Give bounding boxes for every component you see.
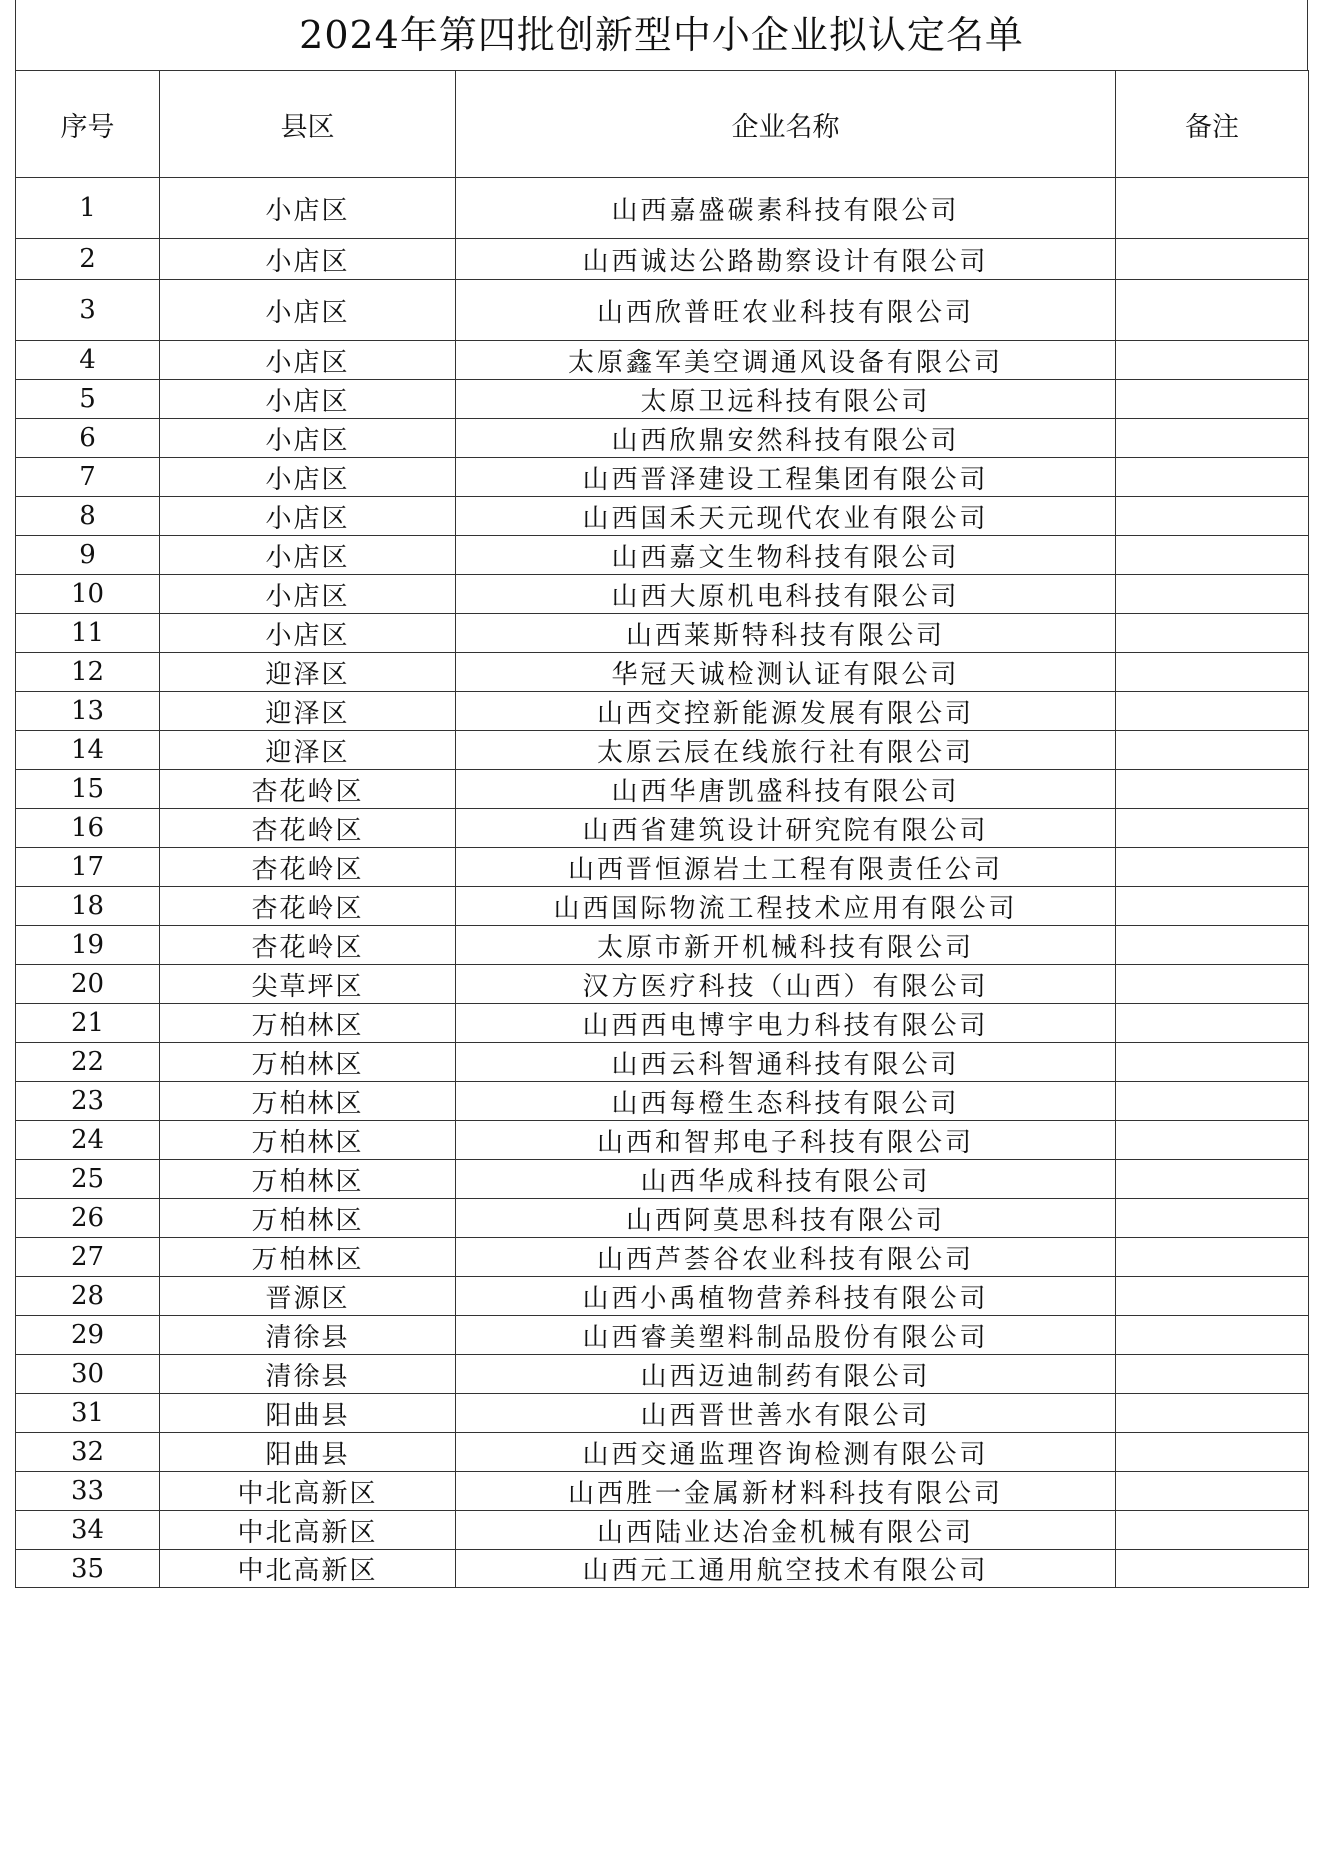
table-row [16,614,1309,653]
cell-county: 杏花岭区 [160,770,456,809]
cell-county: 杏花岭区 [160,809,456,848]
cell-county: 小店区 [160,458,456,497]
cell-remark [1116,458,1309,497]
cell-company: 山西省建筑设计研究院有限公司 [456,809,1116,848]
cell-no: 19 [16,926,160,965]
header-company: 企业名称 [456,71,1116,178]
cell-remark [1116,178,1309,239]
cell-remark [1116,1511,1309,1550]
cell-company: 华冠天诚检测认证有限公司 [456,653,1116,692]
table-row [16,380,1309,419]
table-row [16,458,1309,497]
cell-county: 万柏林区 [160,1082,456,1121]
cell-company: 山西每橙生态科技有限公司 [456,1082,1116,1121]
cell-no: 26 [16,1199,160,1238]
cell-no: 9 [16,536,160,575]
cell-company: 山西小禹植物营养科技有限公司 [456,1277,1116,1316]
cell-company: 山西嘉盛碳素科技有限公司 [456,178,1116,239]
cell-no: 24 [16,1121,160,1160]
cell-remark [1116,419,1309,458]
cell-company: 山西大原机电科技有限公司 [456,575,1116,614]
table-row [16,280,1309,341]
table-row [16,1160,1309,1199]
cell-county: 小店区 [160,575,456,614]
cell-remark [1116,965,1309,1004]
table-row [16,653,1309,692]
cell-no: 34 [16,1511,160,1550]
cell-company: 山西元工通用航空技术有限公司 [456,1550,1116,1588]
table-row [16,1121,1309,1160]
cell-county: 万柏林区 [160,1199,456,1238]
cell-remark [1116,1550,1309,1588]
table-row [16,926,1309,965]
cell-no: 10 [16,575,160,614]
cell-no: 12 [16,653,160,692]
cell-no: 5 [16,380,160,419]
cell-no: 13 [16,692,160,731]
cell-company: 山西莱斯特科技有限公司 [456,614,1116,653]
cell-no: 18 [16,887,160,926]
cell-county: 清徐县 [160,1316,456,1355]
table-body [16,178,1309,1588]
cell-remark [1116,1355,1309,1394]
table-row [16,692,1309,731]
cell-remark [1116,1199,1309,1238]
table-row [16,536,1309,575]
cell-remark [1116,497,1309,536]
cell-county: 中北高新区 [160,1550,456,1588]
cell-no: 32 [16,1433,160,1472]
cell-county: 小店区 [160,614,456,653]
cell-county: 万柏林区 [160,1121,456,1160]
cell-company: 山西睿美塑料制品股份有限公司 [456,1316,1116,1355]
cell-no: 6 [16,419,160,458]
cell-no: 17 [16,848,160,887]
table-row [16,1511,1309,1550]
cell-company: 山西陆业达冶金机械有限公司 [456,1511,1116,1550]
cell-no: 4 [16,341,160,380]
cell-county: 小店区 [160,497,456,536]
cell-no: 29 [16,1316,160,1355]
cell-no: 30 [16,1355,160,1394]
cell-county: 小店区 [160,419,456,458]
cell-remark [1116,1238,1309,1277]
cell-county: 晋源区 [160,1277,456,1316]
table-row [16,848,1309,887]
cell-company: 汉方医疗科技（山西）有限公司 [456,965,1116,1004]
cell-no: 27 [16,1238,160,1277]
table-row [16,1043,1309,1082]
cell-remark [1116,280,1309,341]
cell-county: 小店区 [160,178,456,239]
cell-no: 31 [16,1394,160,1433]
cell-remark [1116,1316,1309,1355]
table-row [16,1277,1309,1316]
cell-remark [1116,770,1309,809]
cell-no: 3 [16,280,160,341]
title-box [15,0,1308,70]
cell-remark [1116,653,1309,692]
table-row [16,497,1309,536]
cell-remark [1116,614,1309,653]
cell-company: 山西阿莫思科技有限公司 [456,1199,1116,1238]
cell-remark [1116,926,1309,965]
cell-no: 1 [16,178,160,239]
cell-county: 迎泽区 [160,692,456,731]
cell-county: 中北高新区 [160,1472,456,1511]
table-row [16,1433,1309,1472]
cell-company: 山西晋世善水有限公司 [456,1394,1116,1433]
table-row [16,178,1309,239]
cell-company: 山西欣鼎安然科技有限公司 [456,419,1116,458]
cell-county: 尖草坪区 [160,965,456,1004]
header-county: 县区 [160,71,456,178]
cell-company: 山西国际物流工程技术应用有限公司 [456,887,1116,926]
cell-remark [1116,1121,1309,1160]
cell-company: 山西交控新能源发展有限公司 [456,692,1116,731]
cell-no: 25 [16,1160,160,1199]
cell-remark [1116,341,1309,380]
cell-company: 山西晋恒源岩土工程有限责任公司 [456,848,1116,887]
cell-remark [1116,239,1309,280]
cell-remark [1116,848,1309,887]
table-row [16,770,1309,809]
table-row [16,1316,1309,1355]
table-row [16,341,1309,380]
cell-county: 清徐县 [160,1355,456,1394]
cell-company: 山西欣普旺农业科技有限公司 [456,280,1116,341]
cell-county: 迎泽区 [160,731,456,770]
cell-company: 太原市新开机械科技有限公司 [456,926,1116,965]
page-title: 2024年第四批创新型中小企业拟认定名单 [299,13,1024,57]
cell-no: 22 [16,1043,160,1082]
cell-county: 阳曲县 [160,1433,456,1472]
cell-no: 15 [16,770,160,809]
table-row [16,1199,1309,1238]
cell-company: 山西华成科技有限公司 [456,1160,1116,1199]
table-row [16,1004,1309,1043]
cell-company: 太原卫远科技有限公司 [456,380,1116,419]
cell-no: 20 [16,965,160,1004]
enterprise-table [15,70,1309,1588]
cell-county: 万柏林区 [160,1238,456,1277]
header-remark: 备注 [1116,71,1309,178]
cell-remark [1116,731,1309,770]
cell-company: 山西迈迪制药有限公司 [456,1355,1116,1394]
cell-company: 山西交通监理咨询检测有限公司 [456,1433,1116,1472]
cell-remark [1116,809,1309,848]
cell-no: 23 [16,1082,160,1121]
header-no: 序号 [16,71,160,178]
cell-remark [1116,1043,1309,1082]
cell-company: 山西西电博宇电力科技有限公司 [456,1004,1116,1043]
cell-county: 小店区 [160,380,456,419]
cell-company: 山西嘉文生物科技有限公司 [456,536,1116,575]
table-row [16,419,1309,458]
table-row [16,1394,1309,1433]
cell-county: 小店区 [160,536,456,575]
table-row [16,809,1309,848]
cell-county: 万柏林区 [160,1160,456,1199]
cell-county: 小店区 [160,341,456,380]
table-header-row [16,71,1309,178]
cell-company: 山西胜一金属新材料科技有限公司 [456,1472,1116,1511]
cell-company: 山西云科智通科技有限公司 [456,1043,1116,1082]
cell-county: 杏花岭区 [160,887,456,926]
table-row [16,965,1309,1004]
cell-county: 万柏林区 [160,1004,456,1043]
cell-no: 21 [16,1004,160,1043]
cell-remark [1116,1160,1309,1199]
table-row [16,887,1309,926]
cell-company: 山西国禾天元现代农业有限公司 [456,497,1116,536]
cell-remark [1116,1082,1309,1121]
cell-county: 杏花岭区 [160,848,456,887]
table-row [16,1238,1309,1277]
cell-company: 山西华唐凯盛科技有限公司 [456,770,1116,809]
cell-county: 迎泽区 [160,653,456,692]
cell-remark [1116,1004,1309,1043]
cell-remark [1116,1472,1309,1511]
table-row [16,239,1309,280]
cell-no: 7 [16,458,160,497]
cell-county: 小店区 [160,280,456,341]
cell-county: 杏花岭区 [160,926,456,965]
table-row [16,1472,1309,1511]
table-row [16,1082,1309,1121]
cell-remark [1116,575,1309,614]
cell-company: 太原云辰在线旅行社有限公司 [456,731,1116,770]
table-row [16,731,1309,770]
cell-no: 11 [16,614,160,653]
cell-company: 山西和智邦电子科技有限公司 [456,1121,1116,1160]
table-row [16,1550,1309,1588]
cell-no: 8 [16,497,160,536]
cell-remark [1116,1433,1309,1472]
cell-no: 16 [16,809,160,848]
cell-company: 太原鑫军美空调通风设备有限公司 [456,341,1116,380]
cell-remark [1116,692,1309,731]
cell-no: 33 [16,1472,160,1511]
cell-remark [1116,887,1309,926]
cell-remark [1116,536,1309,575]
cell-county: 中北高新区 [160,1511,456,1550]
cell-company: 山西晋泽建设工程集团有限公司 [456,458,1116,497]
cell-remark [1116,1277,1309,1316]
cell-county: 阳曲县 [160,1394,456,1433]
cell-company: 山西芦荟谷农业科技有限公司 [456,1238,1116,1277]
cell-county: 万柏林区 [160,1043,456,1082]
table-row [16,575,1309,614]
cell-no: 14 [16,731,160,770]
cell-company: 山西诚达公路勘察设计有限公司 [456,239,1116,280]
cell-remark [1116,380,1309,419]
cell-no: 28 [16,1277,160,1316]
cell-no: 2 [16,239,160,280]
cell-no: 35 [16,1550,160,1588]
table-row [16,1355,1309,1394]
cell-remark [1116,1394,1309,1433]
cell-county: 小店区 [160,239,456,280]
